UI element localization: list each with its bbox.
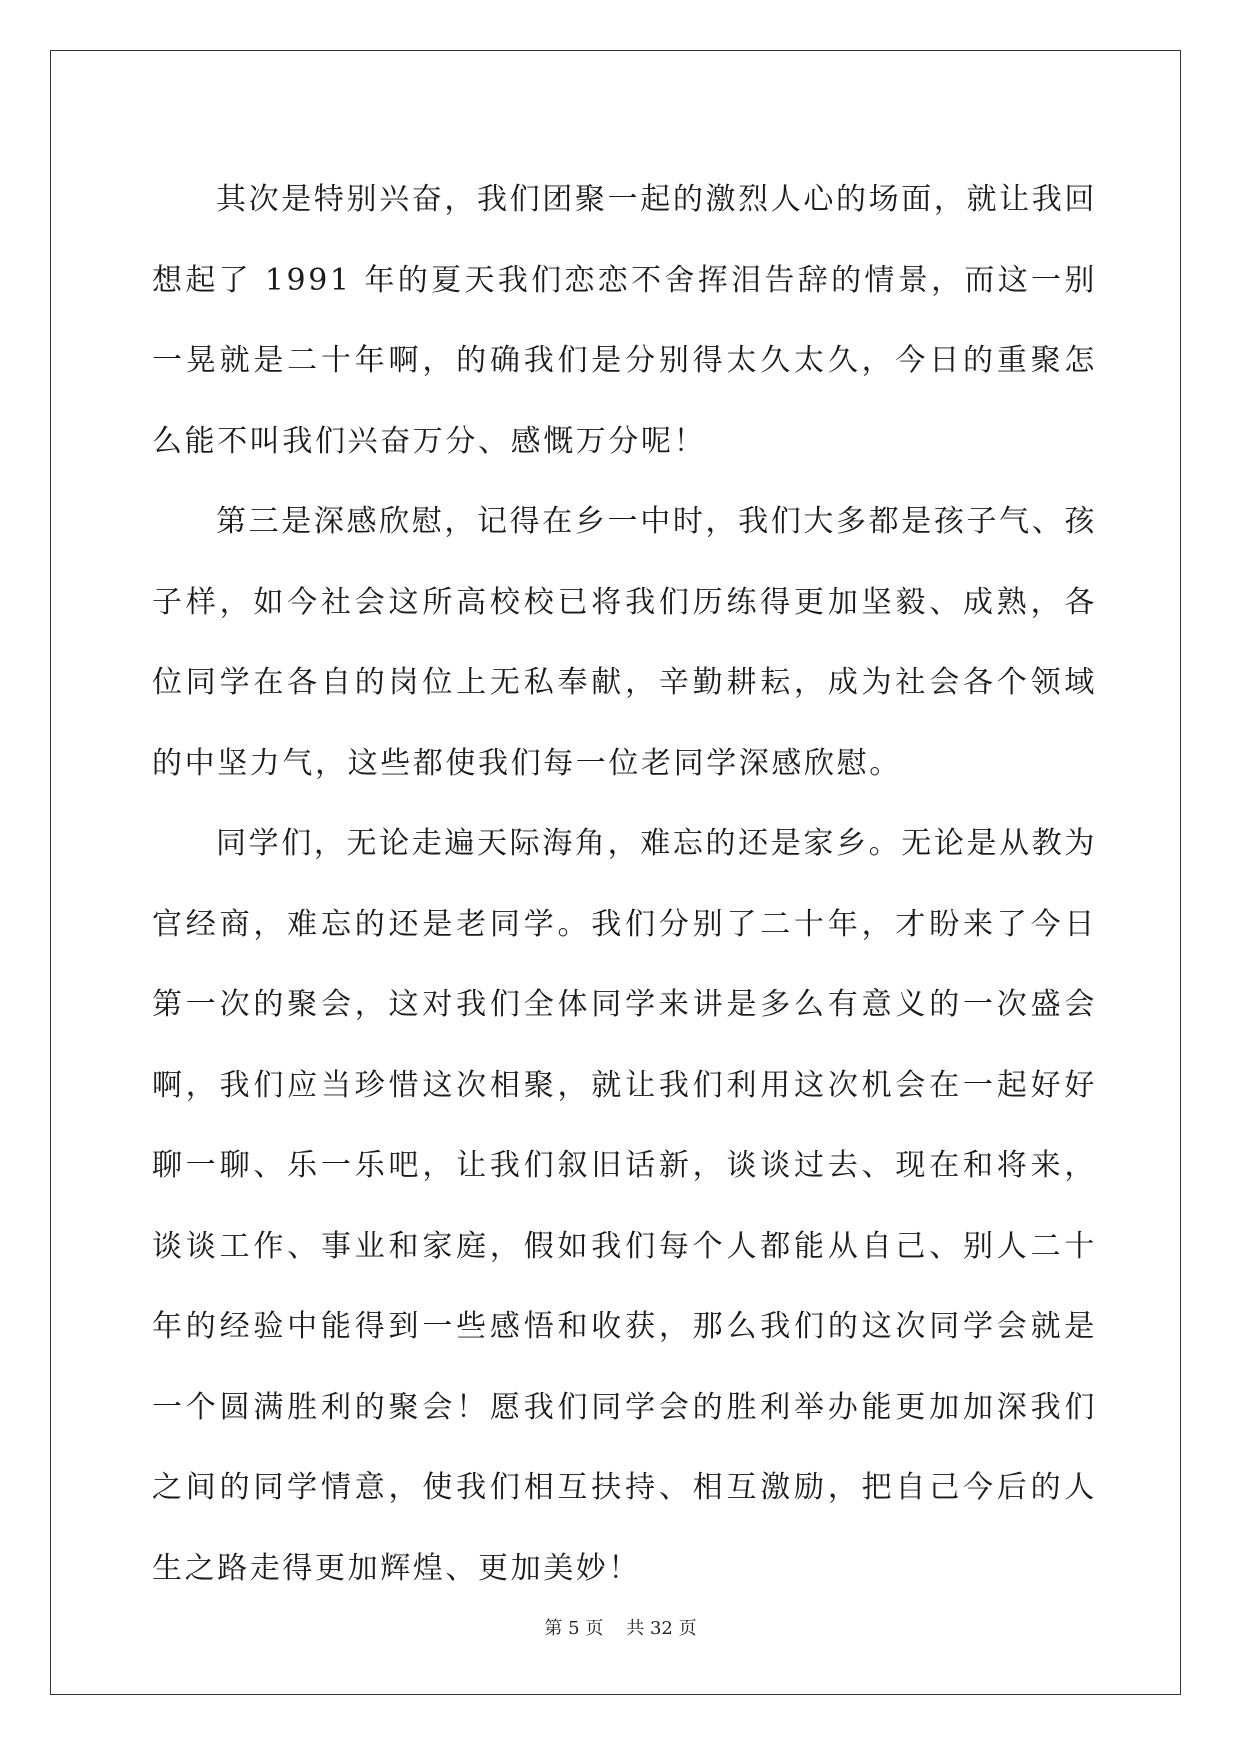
paragraph-3: 同学们，无论走遍天际海角，难忘的还是家乡。无论是从教为官经商，难忘的还是老同学。我们分别了二十年，才盼来了今日第一次的聚会，这对我们全体同学来讲是多么有意义的一次盛会啊，我们应当珍惜这次相聚，就让我们利用这次机会在一起好好聊一聊、乐一乐吧，让我们叙旧话新，谈谈过去、现在和将来，谈谈工作、事业和家庭，假如我们每个人都能从自己、别人二十年的经验中能得到一些感悟和收获，那么我们的这次同学会就是一个圆满胜利的聚会！愿我们同学会的胜利举办能更加加深我们之间的同学情意，使我们相互扶持、相互激励，把自己今后的人生之路走得更加辉煌、更加美妙！ (152, 826, 1097, 1586)
page-number: 第 5 页 (544, 1618, 604, 1639)
document-body (152, 160, 1097, 1609)
page-footer (0, 1618, 1241, 1640)
paragraph-1: 其次是特别兴奋，我们团聚一起的激烈人心的场面，就让我回想起了 1991 年的夏天我们恋恋不舍挥泪告辞的情景，而这一别一晃就是二十年啊，的确我们是分别得太久太久，今日的重聚怎么能不叫我们兴奋万分、感慨万分呢！ (152, 182, 1097, 459)
page-total: 共 32 页 (626, 1618, 697, 1639)
footer-separator (603, 1618, 626, 1639)
paragraph-2: 第三是深感欣慰，记得在乡一中时，我们大多都是孩子气、孩子样，如今社会这所高校校已将我们历练得更加坚毅、成熟，各位同学在各自的岗位上无私奉献，辛勤耕耘，成为社会各个领域的中坚力气，这些都使我们每一位老同学深感欣慰。 (152, 504, 1097, 781)
